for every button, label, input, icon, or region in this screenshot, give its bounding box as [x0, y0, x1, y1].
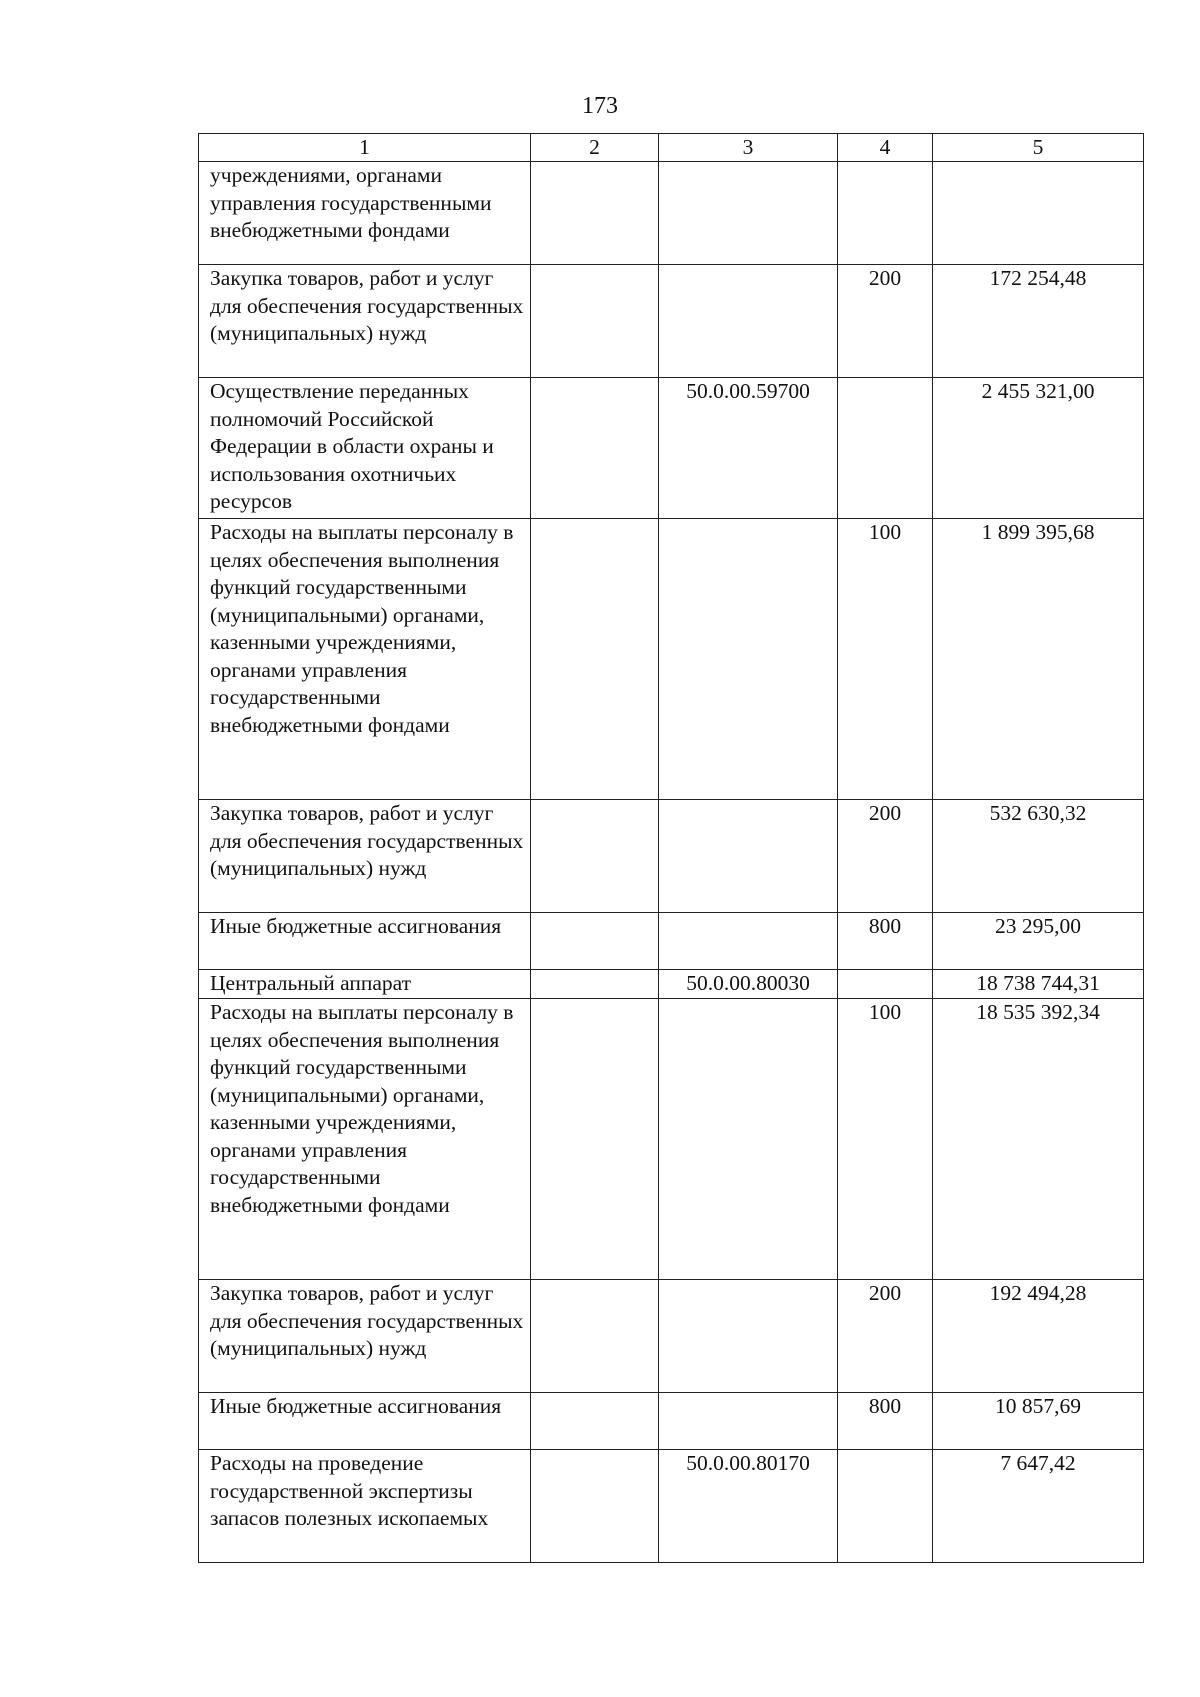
header-row [199, 134, 1144, 162]
header-col-4: 4 [838, 134, 933, 162]
row-amount: 1 899 395,68 [933, 519, 1144, 800]
row-name: Закупка товаров, работ и услуг для обеспечения государственных (муниципальных) нужд [199, 800, 531, 913]
row-name: учреждениями, органами управления государственными внебюджетными фондами [199, 162, 531, 265]
row-col2 [531, 1280, 659, 1393]
budget-table [198, 133, 1144, 1563]
row-type [838, 1450, 933, 1563]
page-number: 173 [582, 93, 618, 119]
row-amount: 192 494,28 [933, 1280, 1144, 1393]
row-name: Расходы на проведение государственной экспертизы запасов полезных ископаемых [199, 1450, 531, 1563]
row-name: Закупка товаров, работ и услуг для обеспечения государственных (муниципальных) нужд [199, 265, 531, 378]
row-name: Иные бюджетные ассигнования [199, 1393, 531, 1450]
row-code: 50.0.00.80170 [659, 1450, 838, 1563]
row-amount: 7 647,42 [933, 1450, 1144, 1563]
row-amount: 172 254,48 [933, 265, 1144, 378]
header-col-5: 5 [933, 134, 1144, 162]
row-name: Центральный аппарат [199, 970, 531, 999]
row-col2 [531, 1393, 659, 1450]
table-row [199, 519, 1144, 800]
table-row [199, 265, 1144, 378]
row-amount: 532 630,32 [933, 800, 1144, 913]
row-type [838, 378, 933, 519]
row-amount: 10 857,69 [933, 1393, 1144, 1450]
row-amount [933, 162, 1144, 265]
row-type: 100 [838, 999, 933, 1280]
table-row [199, 970, 1144, 999]
row-col2 [531, 800, 659, 913]
row-code [659, 519, 838, 800]
header-col-2: 2 [531, 134, 659, 162]
table-row [199, 913, 1144, 970]
row-type [838, 970, 933, 999]
table-row [199, 162, 1144, 265]
row-type: 200 [838, 800, 933, 913]
row-col2 [531, 970, 659, 999]
row-code: 50.0.00.59700 [659, 378, 838, 519]
row-col2 [531, 519, 659, 800]
row-code [659, 1393, 838, 1450]
row-name: Осуществление переданных полномочий Российской Федерации в области охраны и использования охотничьих ресурсов [199, 378, 531, 519]
row-amount: 18 535 392,34 [933, 999, 1144, 1280]
row-code [659, 999, 838, 1280]
row-type: 800 [838, 913, 933, 970]
row-col2 [531, 378, 659, 519]
row-code [659, 800, 838, 913]
row-name: Расходы на выплаты персоналу в целях обеспечения выполнения функций государственными (муниципальными) органами, казенными учреждениями, органами управления государственными внебюджетными фондами [199, 519, 531, 800]
row-col2 [531, 913, 659, 970]
row-name: Закупка товаров, работ и услуг для обеспечения государственных (муниципальных) нужд [199, 1280, 531, 1393]
row-amount: 2 455 321,00 [933, 378, 1144, 519]
row-col2 [531, 265, 659, 378]
row-code [659, 913, 838, 970]
row-code [659, 1280, 838, 1393]
table-body [199, 162, 1144, 1563]
row-amount: 23 295,00 [933, 913, 1144, 970]
row-type [838, 162, 933, 265]
table-row [199, 1450, 1144, 1563]
header-col-1: 1 [199, 134, 531, 162]
table-row [199, 800, 1144, 913]
table-row [199, 378, 1144, 519]
row-type: 100 [838, 519, 933, 800]
table-row [199, 1280, 1144, 1393]
row-type: 200 [838, 1280, 933, 1393]
row-type: 200 [838, 265, 933, 378]
row-code: 50.0.00.80030 [659, 970, 838, 999]
row-name: Иные бюджетные ассигнования [199, 913, 531, 970]
row-col2 [531, 999, 659, 1280]
row-code [659, 265, 838, 378]
row-name: Расходы на выплаты персоналу в целях обеспечения выполнения функций государственными (муниципальными) органами, казенными учреждениями, органами управления государственными внебюджетными фондами [199, 999, 531, 1280]
row-col2 [531, 162, 659, 265]
table-row [199, 999, 1144, 1280]
row-type: 800 [838, 1393, 933, 1450]
table-header [199, 134, 1144, 162]
row-amount: 18 738 744,31 [933, 970, 1144, 999]
row-code [659, 162, 838, 265]
table-row [199, 1393, 1144, 1450]
row-col2 [531, 1450, 659, 1563]
header-col-3: 3 [659, 134, 838, 162]
